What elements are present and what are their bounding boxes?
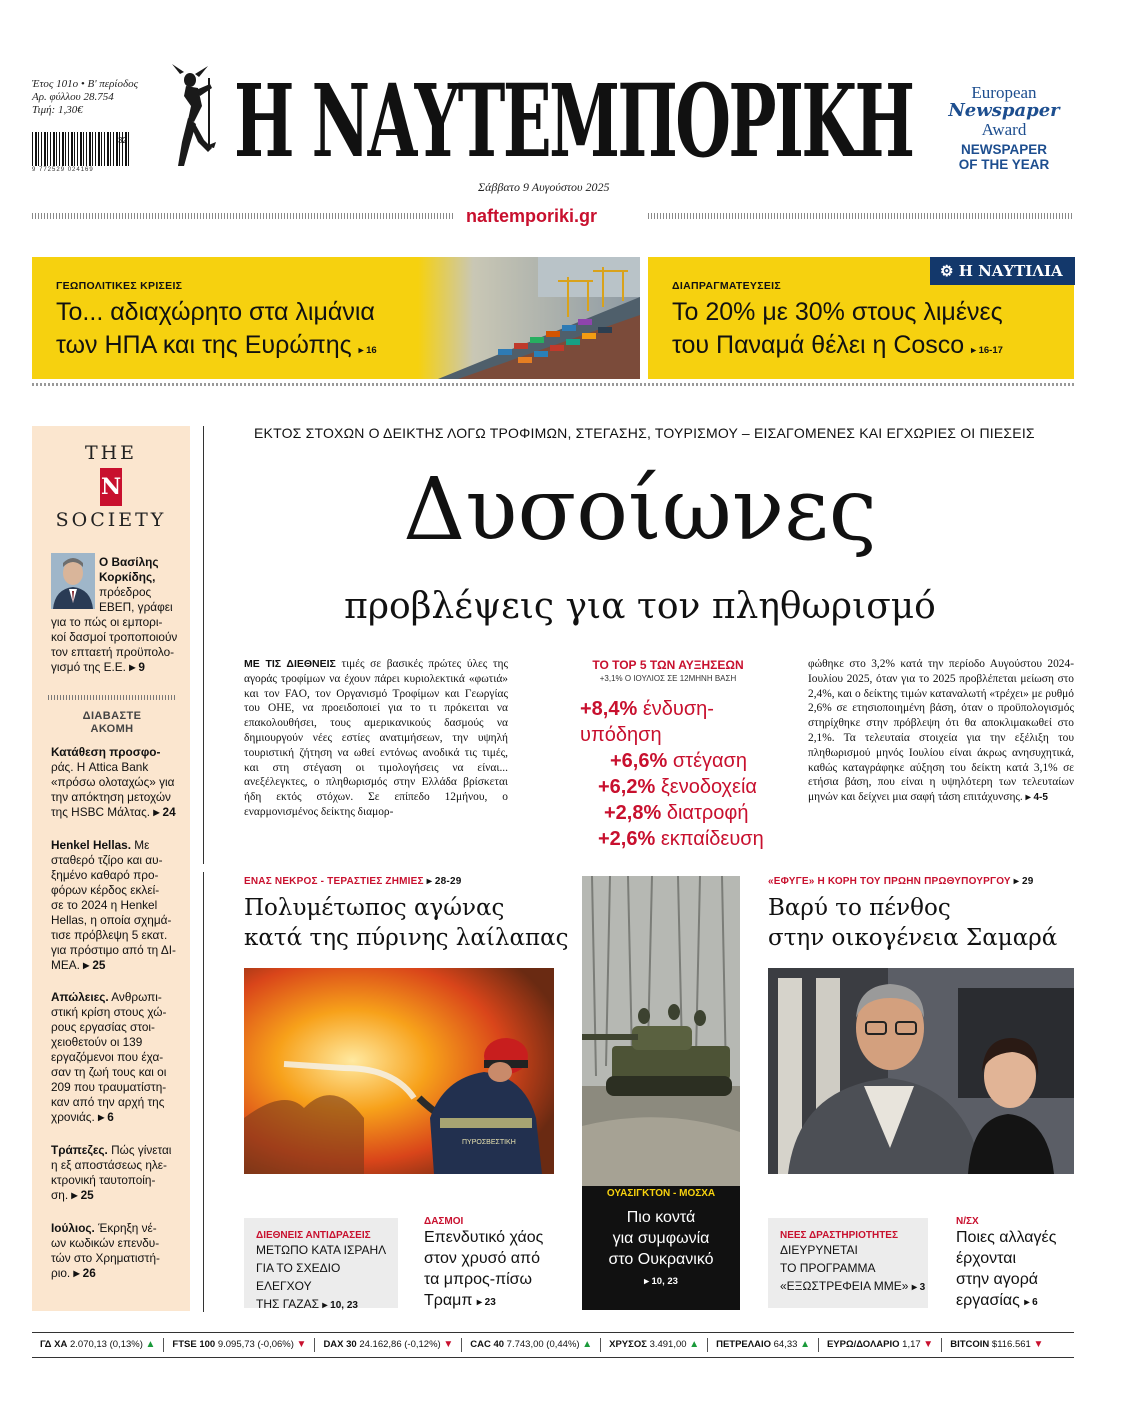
israel-kicker: ΔΙΕΘΝΕΙΣ ΑΝΤΙΔΡΑΣΕΙΣ — [256, 1230, 371, 1241]
issue-meta — [32, 78, 162, 117]
sidebar-item-ioulios[interactable]: Ιούλιος. Έκρηξη νέ- ων κωδικών επενδυ- τών στο Χρηματιστή- ριο. ▸ 26 — [51, 1221, 189, 1281]
ukraine-page-ref: ▸ 10, 23 — [644, 1276, 678, 1287]
top5-label: εκπαίδευση — [660, 828, 764, 850]
arrow-down-icon: ▼ — [296, 1339, 307, 1350]
main-overline: ΕΚΤΟΣ ΣΤΟΧΩΝ Ο ΔΕΙΚΤΗΣ ΛΟΓΩ ΤΡΟΦΙΜΩΝ, ΣΤΕΓΑΣΗΣ, ΤΟΥΡΙΣΜΟΥ – ΕΙΣΑΓΟΜΕΝΕΣ ΚΑΙ ΕΓΧΩΡΙΕΣ ΟΙ ΠΙΕΣΕΙΣ — [254, 425, 1035, 441]
smes-page: 3 — [919, 1282, 926, 1293]
ticker-value: 1,17 — [902, 1339, 921, 1350]
smes-kicker: ΝΕΕΣ ΔΡΑΣΤΗΡΙΟΤΗΤΕΣ — [780, 1230, 898, 1241]
issue-date: Σάββατο 9 Αυγούστου 2025 — [478, 180, 610, 194]
sidebar-item-line: ρους εργασίας στοι- — [51, 1020, 155, 1034]
profile-name: Ο Βασίλης Κορκίδης, — [99, 555, 159, 584]
top5-value: +2,8% — [604, 802, 662, 824]
sidebar-item-line: σταθερό τζίρο και αυ- — [51, 853, 163, 867]
arrow-up-icon: ▲ — [145, 1339, 156, 1350]
sidebar-item-line: χρονιάς. — [51, 1110, 95, 1124]
korkidis-photo — [51, 553, 95, 609]
ticker-gold — [601, 1338, 708, 1352]
arrow-up-icon: ▲ — [689, 1339, 700, 1350]
profile-line-5: τον επταετή προϋπολο- — [51, 645, 175, 659]
tariffs-line-4: Τραμπ — [424, 1292, 473, 1309]
ticker-value: 9.095,73 (-0,06%) — [217, 1339, 294, 1350]
sidebar-item-line: τισε πρόβλεψη 5 εκατ. — [51, 928, 168, 942]
top5-label: ξενοδοχεία — [660, 776, 757, 798]
ticker-value: $116.561 — [991, 1339, 1031, 1350]
sidebar-item-line: σε το 2024 η Henkel — [51, 898, 158, 912]
sidebar-item-page: 25 — [92, 958, 106, 972]
fire-title-line-2: κατά της πύρινης λαίλαπας — [244, 925, 569, 951]
ukraine-title-line-1: Πιο κοντά — [626, 1209, 696, 1226]
banner-cosco-title-line-1: Το 20% με 30% στους λιμένες — [672, 298, 1003, 326]
fire-page: 28-29 — [434, 876, 462, 887]
banner-ports-title — [56, 296, 436, 367]
top5-title: ΤΟ ΤΟΡ 5 ΤΩΝ ΑΥΞΗΣΕΩΝ — [592, 658, 744, 672]
ukraine-box[interactable] — [582, 1186, 740, 1310]
sidebar-item-lead-tail: Με — [134, 838, 150, 852]
labor-line-4: εργασίας — [956, 1292, 1020, 1309]
sidebar-item-line: στική κρίση στους χώ- — [51, 1005, 167, 1019]
lower-stories-rule — [203, 872, 204, 1312]
samaras-illustration — [768, 968, 1074, 1174]
society-the: THE — [84, 442, 138, 464]
ticker-gdxa — [32, 1338, 164, 1352]
banner-ports-title-line-1: Το... αδιαχώρητο στα λιμάνια — [56, 298, 375, 326]
top5-row — [598, 826, 790, 852]
tariffs-kicker: ΔΑΣΜΟΙ — [424, 1216, 464, 1227]
sidebar-item-page: 6 — [107, 1110, 114, 1124]
sidebar-item-line: τών στο Χρηματιστή- — [51, 1251, 160, 1265]
sidebar-item-line: σαν τη ζωή τους και οι — [51, 1065, 167, 1079]
sidebar-item-line: ΜΕΑ. — [51, 958, 80, 972]
sidebar-item-line: Hellas, η οποία σχημά- — [51, 913, 172, 927]
ticker-name: BITCOIN — [950, 1339, 990, 1350]
arrow-down-icon: ▼ — [1033, 1339, 1044, 1350]
sidebar-item-henkel[interactable]: Henkel Hellas. Με σταθερό τζίρο και αυ- ξημένο καθαρό προ- φόρων κέρδος εκλεί- σε το 2024 η Henkel Hellas, η οποία σχημά- τισε πρόβλεψη 5 εκατ. για πρόστιμο από τη ΔΙ- ΜΕΑ. ▸ 25 — [51, 838, 189, 973]
ticker-oil — [708, 1338, 819, 1352]
tariffs-page: 23 — [484, 1297, 496, 1308]
sidebar-item-lead-tail: Πώς γίνεται — [111, 1143, 172, 1157]
sidebar-item-line: ων κωδικών επενδυ- — [51, 1236, 160, 1250]
masthead-divider-right — [648, 213, 1074, 219]
sidebar-item-line: εργαζόμενοι που έχα- — [51, 1050, 164, 1064]
top5-label: διατροφή — [666, 802, 749, 824]
sidebar-item-line: κτρονική ταυτοποίη- — [51, 1173, 156, 1187]
profile-line-6: γισμό της Ε.Ε. — [51, 660, 126, 674]
ticker-name: ΕΥΡΩ/ΔΟΛΑΡΙΟ — [826, 1339, 900, 1350]
fire-title-line-1: Πολυμέτωπος αγώνας — [244, 895, 505, 921]
top5-value: +6,2% — [598, 776, 656, 798]
banner-ports-kicker: ΓΕΩΠΟΛΙΤΙΚΕΣ ΚΡΙΣΕΙΣ — [56, 280, 183, 292]
banner-cosco-kicker: ΔΙΑΠΡΑΓΜΑΤΕΥΣΕΙΣ — [672, 280, 781, 292]
labor-line-3: στην αγορά — [956, 1271, 1039, 1288]
award-line-5: OF THE YEAR — [958, 157, 1050, 172]
sidebar-item-line: καν από την αρχή της — [51, 1095, 165, 1109]
sidebar-item-line: την απόκτηση μετοχών — [51, 790, 171, 804]
site-link[interactable]: naftemporiki.gr — [466, 206, 598, 226]
ticker-value: 7.743,00 (0,44%) — [506, 1339, 580, 1350]
smes-line-1: ΔΙΕΥΡΥΝΕΤΑΙ — [780, 1243, 858, 1257]
samaras-photo — [768, 968, 1074, 1174]
arrow-down-icon: ▼ — [443, 1339, 454, 1350]
tariffs-line-1: Επενδυτικό χάος — [424, 1229, 544, 1246]
ticker-value: 24.162,86 (-0,12%) — [359, 1339, 441, 1350]
sidebar-item-lead: Henkel Hellas. — [51, 838, 131, 852]
sidebar-item-page: 25 — [80, 1188, 94, 1202]
sidebar-item-line: «πρόσω ολοταχώς» για — [51, 775, 175, 789]
fire-illustration — [244, 968, 554, 1174]
smes-line-2: ΤΟ ΠΡΟΓΡΑΜΜΑ — [780, 1261, 876, 1275]
sidebar-item-page: 26 — [82, 1266, 96, 1280]
society-n: N — [100, 468, 122, 506]
top5-row — [580, 696, 790, 748]
sidebar-item-line: χειοθετούν οι 139 — [51, 1035, 143, 1049]
main-body-col-3: φώθηκε στο 3,2% κατά την περίοδο Αυγούστου 2024-Ιουλίου 2025, όταν για το 2025 προβλέπεται μείωση στο 2,4%, και ο δείκτης τιμών καταναλωτή «τρέχει» με ρυθμό 2,6% σε ετησιοποιημένη βάση, όταν ο προϋπολογισμός στηρίχθηκε στην πρόβλεψη ότι θα αποκλιμακωθεί στο 2,1%. Τα τελευταία στοιχεία για την εξέλιξη του πληθωρισμού μηνός Ιουλίου είναι άκρως ανησυχητικά, καθώς καταγράφηκε αύξηση του δείκτη κατά 3,1% σε ετήσια βάση, που είναι η υψηλότερη των τελευταίων μηνών και δείχνει μια σαφή τάση επιτάχυνσης. ▸ 4-5 — [808, 658, 1074, 804]
sidebar-item-line: για πρόστιμο από τη ΔΙ- — [51, 943, 176, 957]
tank-illustration — [582, 876, 740, 1186]
top5-row — [598, 774, 790, 800]
award-line-2: Newspaper — [948, 100, 1060, 121]
profile-page: 9 — [138, 660, 145, 674]
main-body-page: 4-5 — [1033, 792, 1048, 804]
sidebar-item-line: φόρων κέρδος εκλεί- — [51, 883, 160, 897]
port-illustration — [418, 257, 640, 379]
issue-number: Αρ. φύλλου 28.754 — [32, 91, 114, 103]
ticker-value: 3.491,00 — [649, 1339, 687, 1350]
award-line-1: European — [971, 83, 1037, 102]
ukraine-title-line-3: στο Ουκρανικό — [608, 1251, 714, 1268]
sidebar-item-attica[interactable]: Κατάθεση προσφο- ράς. Η Attica Bank «πρόσω ολοταχώς» για την απόκτηση μετοχών της HSBC Μάλτας. ▸ 24 — [51, 745, 189, 820]
ticker-bitcoin — [942, 1338, 1051, 1352]
main-body-text-3: φώθηκε στο 3,2% κατά την περίοδο Αυγούστου 2024-Ιουλίου 2025, όταν για το 2025 προβλέπεται μείωση στο 2,4%, και ο δείκτης τιμών καταναλωτή «τρέχει» με ρυθμό 2,6% σε ετησιοποιημένη βάση, όταν ο προϋπολογισμός στηρίχθηκε στην πρόβλεψη ότι θα αποκλιμακωθεί στο 2,1%. Τα τελευταία στοιχεία για την εξέλιξη του πληθωρισμού μηνός Ιουλίου είναι άκρως ανησυχητικά, καθώς καταγράφηκε αύξηση του δείκτη κατά 3,1% σε ετήσια βάση, που είναι η υψηλότερη των τελευταίων μηνών και δείχνει μια σαφή τάση επιτάχυνσης. — [808, 658, 1074, 804]
read-more-heading: ΔΙΑΒΑΣΤΕ ΑΚΟΜΗ — [82, 710, 142, 735]
arrow-down-icon: ▼ — [923, 1339, 934, 1350]
top5-list — [580, 696, 790, 852]
tariffs-line-3: τα μπρος-πίσω — [424, 1271, 533, 1288]
ticker-name: ΓΔ ΧΑ — [40, 1339, 68, 1350]
israel-line-3: ΤΗΣ ΓΑΖΑΣ — [256, 1297, 320, 1311]
samaras-title[interactable] — [768, 893, 1074, 953]
profile-line-3: για το πώς οι εμπορι- — [51, 615, 163, 629]
ticker-name: ΠΕΤΡΕΛΑΙΟ — [716, 1339, 771, 1350]
profile-text[interactable]: για το πώς οι εμπορι- κοί δασμοί τροποποιούν τον επταετή προϋπολο- γισμό της Ε.Ε. ▸ 9 — [51, 615, 189, 675]
fire-title[interactable] — [244, 893, 574, 953]
sidebar-item-lead: Τράπεζες. — [51, 1143, 108, 1157]
top5-value: +8,4% — [580, 698, 638, 720]
sidebar-item-lead-tail: Έκρηξη νέ- — [98, 1221, 157, 1235]
banner-divider — [32, 383, 1074, 386]
main-body-text-1: τιμές σε βασικές πρώτες ύλες της αγοράς τροφίμων να έχουν πάρει κυριολεκτικά «φωτιά» και τον FAO, τον Οργανισμό Τροφίμων και Γεωργίας του ΟΗΕ, να προειδοποιεί για το τι πρόκειται να επακολουθήσει, τους αμερικανικούς δασμούς να δημιουργούν νέες εστίες ανατιμήσεων, την υψηλή τουριστική ζήτηση να ωθεί εντόνως ανοδικά τις τιμές, και στη στέγαση οι τιμολογήσεις να είναι... ανεξέλεγκτες, ο πληθωρισμός στην Ελλάδα βρίσκεται ήδη εκτός στόχων. Σε επίπεδο 12μήνου, ο εναρμονισμένος δείκτης διαμορ- — [244, 658, 508, 818]
profile-line-1: πρόεδρος — [99, 585, 152, 599]
top5-label: στέγαση — [672, 750, 748, 772]
ukraine-title-line-2: για συμφωνία — [612, 1230, 710, 1247]
sidebar-item-lead: Κατάθεση προσφο- — [51, 745, 161, 759]
smes-box[interactable]: ΝΕΕΣ ΔΡΑΣΤΗΡΙΟΤΗΤΕΣ ΔΙΕΥΡΥΝΕΤΑΙ ΤΟ ΠΡΟΓΡΑΜΜΑ «ΕΞΩΣΤΡΕΦΕΙΑ ΜΜΕ» ▸ 3 — [768, 1218, 928, 1308]
sidebar-item-line: ράς. Η Attica Bank — [51, 760, 149, 774]
israel-page: 10, 23 — [330, 1300, 358, 1311]
fire-photo — [244, 968, 554, 1174]
ticker-dax — [315, 1338, 462, 1352]
sidebar-item-line: η εξ αποστάσεως ηλε- — [51, 1158, 167, 1172]
sidebar-item-apoleies[interactable]: Απώλειες. Ανθρωπι- στική κρίση στους χώ- ρους εργασίας στοι- χειοθετούν οι 139 εργαζόμενοι που έχα- σαν τη ζωή τους και οι 209 που τραυματίστη- καν από την αρχή της χρονιάς. ▸ 6 — [51, 990, 189, 1125]
banner-cosco-title — [672, 296, 1072, 367]
profile-line-2: ΕΒΕΠ, γράφει — [99, 600, 173, 614]
sidebar-item-line: ξημένο καθαρό προ- — [51, 868, 159, 882]
arrow-up-icon: ▲ — [582, 1339, 593, 1350]
ukraine-page: 10, 23 — [651, 1276, 678, 1287]
profile-line-4: κοί δασμοί τροποποιούν — [51, 630, 178, 644]
sidebar-item-lead-tail: Ανθρωπι- — [111, 990, 162, 1004]
top5-value: +2,6% — [598, 828, 656, 850]
labor-line-2: έρχονται — [956, 1250, 1016, 1267]
masthead-divider-left — [32, 213, 454, 219]
samaras-kicker: «ΕΦΥΓΕ» Η ΚΟΡΗ ΤΟΥ ΠΡΩΗΝ ΠΡΩΘΥΠΟΥΡΓΟΥ ▸ 29 — [768, 876, 1034, 887]
main-body-col-1 — [244, 657, 508, 820]
issue-price: Τιμή: 1,30€ — [32, 104, 83, 116]
hermes-logo-icon — [158, 62, 218, 174]
ticker-name: CAC 40 — [470, 1339, 505, 1350]
ticker-name: ΧΡΥΣΟΣ — [609, 1339, 647, 1350]
labor-page: 6 — [1032, 1297, 1038, 1308]
sidebar-item-line: 209 που τραυματίστη- — [51, 1080, 167, 1094]
issue-year: Έτος 101ο • Β' περίοδος — [32, 78, 139, 90]
newspaper-award — [934, 84, 1074, 172]
main-body-lead: ΜΕ ΤΙΣ ΔΙΕΘΝΕΙΣ — [244, 658, 336, 670]
society-word: SOCIETY — [55, 509, 167, 531]
israel-line-1: ΜΕΤΩΠΟ ΚΑΤΑ ΙΣΡΑΗΛ — [256, 1243, 387, 1257]
samaras-title-line-1: Βαρύ το πένθος — [768, 895, 951, 921]
award-line-4: NEWSPAPER — [960, 142, 1047, 157]
market-ticker — [32, 1332, 1074, 1358]
labor-story[interactable]: Ν/ΣΧ Ποιες αλλαγές έρχονται στην αγορά εργασίας ▸ 6 — [956, 1216, 1074, 1313]
award-line-3: Award — [981, 120, 1027, 139]
ship-wheel-icon: ⚙ — [940, 262, 954, 280]
samaras-title-line-2: στην οικογένεια Σαμαρά — [768, 925, 1058, 951]
the-n-society-logo — [32, 442, 190, 532]
top5-row — [604, 800, 790, 826]
profile-text-right — [99, 555, 189, 615]
sidebar-item-trapezes[interactable]: Τράπεζες. Πώς γίνεται η εξ αποστάσεως ηλε- κτρονική ταυτοποίη- ση. ▸ 25 — [51, 1143, 189, 1203]
main-headline[interactable]: Δυσοίωνες — [403, 460, 877, 560]
sidebar-item-line: ση. — [51, 1188, 69, 1202]
main-subheadline: προβλέψεις για τον πληθωρισμό — [344, 586, 936, 627]
samaras-page: 29 — [1021, 876, 1034, 887]
helmet-text: ΠΥΡΟΣΒΕΣΤΙΚΗ — [462, 1139, 516, 1146]
israel-box[interactable]: ΔΙΕΘΝΕΙΣ ΑΝΤΙΔΡΑΣΕΙΣ ΜΕΤΩΠΟ ΚΑΤΑ ΙΣΡΑΗΛ ΓΙΑ ΤΟ ΣΧΕΔΙΟ ΕΛΕΓΧΟΥ ΤΗΣ ΓΑΖΑΣ ▸ 10, 23 — [244, 1218, 398, 1308]
israel-line-2: ΓΙΑ ΤΟ ΣΧΕΔΙΟ ΕΛΕΓΧΟΥ — [256, 1261, 341, 1293]
banner-cosco-title-line-2: του Παναμά θέλει η Cosco ▸ 16-17 — [672, 331, 1003, 359]
masthead-title: Η ΝΑΥΤΕΜΠΟΡΙΚΗ — [234, 62, 913, 180]
top5-row — [610, 748, 790, 774]
ticker-value: 64,33 — [773, 1339, 798, 1350]
sidebar-item-lead: Απώλειες. — [51, 990, 109, 1004]
ticker-eurusd — [819, 1338, 942, 1352]
barcode-number: 9 772529 024169 — [32, 167, 94, 173]
ukraine-kicker: ΟΥΑΣΙΓΚΤΟΝ - ΜΟΣΧΑ — [606, 1188, 716, 1199]
main-story-rule — [203, 426, 204, 864]
tank-photo — [582, 876, 740, 1186]
banner-cosco-page: 16-17 — [978, 345, 1003, 356]
sidebar-item-line: ριο. — [51, 1266, 71, 1280]
top5-label: ένδυση-υπόδηση — [580, 698, 714, 746]
ticker-cac — [462, 1338, 601, 1352]
sidebar-item-line: της HSBC Μάλτας. — [51, 805, 151, 819]
sidebar-separator — [48, 695, 176, 700]
labor-line-1: Ποιες αλλαγές — [956, 1229, 1057, 1246]
banner-ports-title-line-2: των ΗΠΑ και της Ευρώπης ▸ 16 — [56, 331, 377, 359]
banner-ports-page: 16 — [366, 345, 377, 356]
ukraine-title — [582, 1207, 740, 1270]
arrow-up-icon: ▲ — [800, 1339, 810, 1350]
ticker-name: FTSE 100 — [172, 1339, 216, 1350]
top5-subtitle: +3,1% Ο ΙΟΥΛΙΟΣ ΣΕ 12ΜΗΝΗ ΒΑΣΗ — [599, 674, 737, 683]
smes-line-3: «ΕΞΩΣΤΡΕΦΕΙΑ ΜΜΕ» — [780, 1279, 909, 1293]
port-photo — [418, 257, 640, 379]
ticker-value: 2.070,13 (0,13%) — [69, 1339, 143, 1350]
top5-value: +6,6% — [610, 750, 668, 772]
ticker-ftse — [164, 1338, 315, 1352]
sidebar-item-page: 24 — [162, 805, 176, 819]
naftilia-label: Η ΝΑΥΤΙΛΙΑ — [958, 262, 1063, 280]
tariffs-story[interactable]: ΔΑΣΜΟΙ Επενδυτικό χάος στον χρυσό από τα μπρος-πίσω Τραμπ ▸ 23 — [424, 1216, 574, 1313]
naftilia-section-badge — [930, 257, 1075, 285]
tariffs-line-2: στον χρυσό από — [424, 1250, 540, 1267]
labor-kicker: Ν/ΣΧ — [956, 1216, 979, 1227]
fire-kicker: ΕΝΑΣ ΝΕΚΡΟΣ - ΤΕΡΑΣΤΙΕΣ ΖΗΜΙΕΣ ▸ 28-29 — [244, 876, 462, 887]
sidebar-item-lead: Ιούλιος. — [51, 1221, 95, 1235]
ticker-name: DAX 30 — [323, 1339, 357, 1350]
barcode-code: 32 — [118, 136, 127, 145]
